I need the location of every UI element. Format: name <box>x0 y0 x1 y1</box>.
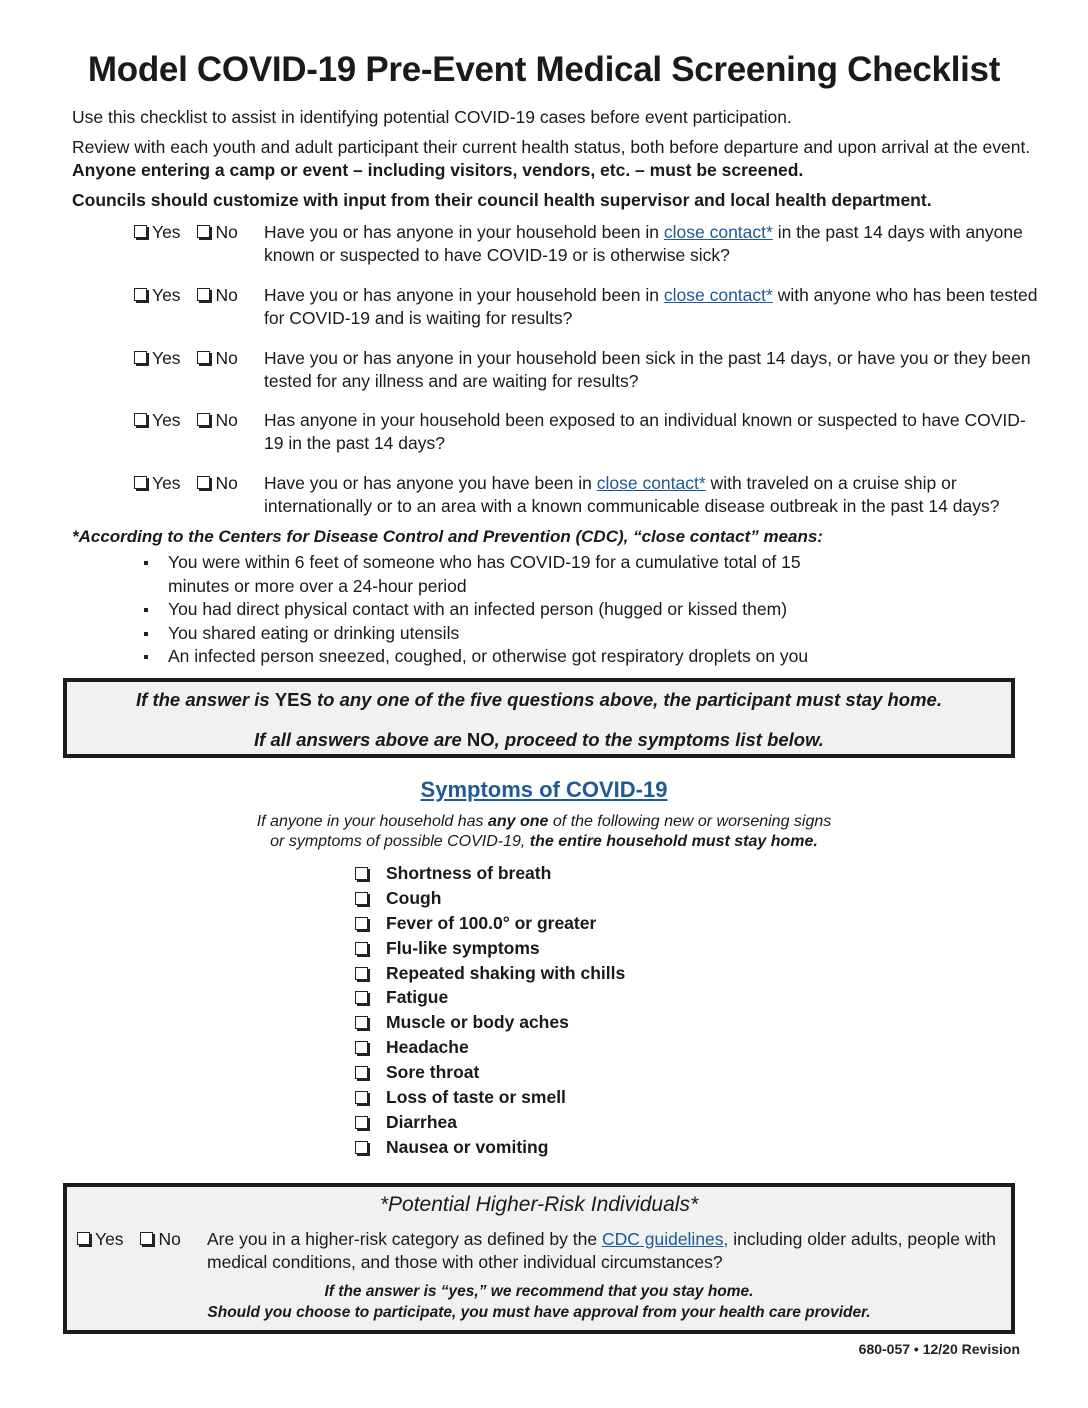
symptom-item[interactable]: Loss of taste or smell <box>355 1085 625 1110</box>
higher-risk-question <box>77 1228 1007 1274</box>
checkbox-icon[interactable] <box>197 413 210 426</box>
cdc-guidelines-link[interactable]: CDC guidelines, <box>601 1229 729 1249</box>
checkbox-icon[interactable] <box>355 1066 368 1079</box>
checkbox-icon[interactable] <box>134 351 147 364</box>
no-checkbox[interactable]: No <box>197 284 237 307</box>
question-text: Have you or has anyone in your household been sick in the past 14 days, or have you or they been tested for any illness and are waiting for results? <box>264 348 1031 391</box>
checkbox-icon[interactable] <box>355 867 368 880</box>
checkbox-icon[interactable] <box>355 1141 368 1154</box>
intro-line-3 <box>72 189 1042 212</box>
symptom-item[interactable]: Fever of 100.0° or greater <box>355 911 625 936</box>
yes-checkbox[interactable]: Yes <box>134 409 181 432</box>
cdc-definition-heading: *According to the Centers for Disease Control and Prevention (CDC), “close contact” means: <box>72 527 823 546</box>
intro-line-1 <box>72 106 1042 129</box>
revision-footer: 680-057 • 12/20 Revision <box>858 1341 1020 1357</box>
no-checkbox[interactable]: No <box>197 221 237 244</box>
checkbox-icon[interactable] <box>140 1232 153 1245</box>
question-1 <box>134 221 1040 267</box>
list-item: You were within 6 feet of someone who has COVID-19 for a cumulative total of 15 minutes or more over a 24-hour period <box>144 551 848 598</box>
checkbox-icon[interactable] <box>355 1016 368 1029</box>
close-contact-link[interactable]: close contact* <box>663 285 773 305</box>
checkbox-icon[interactable] <box>355 942 368 955</box>
symptom-item[interactable]: Diarrhea <box>355 1110 625 1135</box>
symptom-item[interactable]: Cough <box>355 886 625 911</box>
question-text: Have you or has anyone in your household been in close contact* with anyone who has been tested for COVID-19 and is waiting for results? <box>264 285 1038 328</box>
checkbox-icon[interactable] <box>197 225 210 238</box>
checkbox-icon[interactable] <box>197 351 210 364</box>
intro-line-2 <box>72 136 1042 182</box>
question-text: Have you or has anyone you have been in close contact* with traveled on a cruise ship or internationally or to an area with a known communicable disease outbreak in the past 14 days? <box>264 473 1000 516</box>
symptom-item[interactable]: Shortness of breath <box>355 861 625 886</box>
close-contact-definition-list <box>144 551 904 669</box>
question-4 <box>134 409 1040 455</box>
checkbox-icon[interactable] <box>134 225 147 238</box>
checkbox-icon[interactable] <box>355 1091 368 1104</box>
decision-no-text: If all answers above are NO, proceed to the symptoms list below. <box>254 729 824 750</box>
yes-checkbox[interactable]: Yes <box>134 284 181 307</box>
symptoms-instructions: If anyone in your household has any one of the following new or worsening signs or symptoms of possible COVID-19, the entire household must stay home. <box>256 813 832 850</box>
higher-risk-note-1: If the answer is “yes,” we recommend that you stay home. <box>324 1283 754 1300</box>
no-checkbox[interactable]: No <box>197 347 237 370</box>
question-5 <box>134 472 1040 518</box>
symptom-item[interactable]: Flu-like symptoms <box>355 936 625 961</box>
question-text: Are you in a higher-risk category as defined by the CDC guidelines, including older adults, people with medical conditions, and those with other individual circumstances? <box>207 1229 996 1272</box>
symptom-item[interactable]: Muscle or body aches <box>355 1010 625 1035</box>
no-checkbox[interactable]: No <box>197 409 237 432</box>
list-item: You had direct physical contact with an infected person (hugged or kissed them) <box>144 598 904 622</box>
intro-text: Use this checklist to assist in identifying potential COVID-19 cases before event participation. <box>72 107 792 127</box>
yes-checkbox[interactable]: Yes <box>134 472 181 495</box>
yes-checkbox[interactable]: Yes <box>77 1228 124 1251</box>
symptom-item[interactable]: Nausea or vomiting <box>355 1135 625 1160</box>
checkbox-icon[interactable] <box>355 1041 368 1054</box>
checkbox-icon[interactable] <box>134 413 147 426</box>
higher-risk-heading: *Potential Higher-Risk Individuals* <box>379 1193 699 1216</box>
question-text: Has anyone in your household been exposed to an individual known or suspected to have COVID-19 in the past 14 days? <box>264 410 1026 453</box>
symptom-item[interactable]: Repeated shaking with chills <box>355 961 625 986</box>
decision-box <box>63 678 1015 758</box>
checkbox-icon[interactable] <box>355 991 368 1004</box>
question-2 <box>134 284 1040 330</box>
list-item: An infected person sneezed, coughed, or otherwise got respiratory droplets on you <box>144 645 904 669</box>
symptom-item[interactable]: Sore throat <box>355 1060 625 1085</box>
close-contact-link[interactable]: close contact* <box>663 222 773 242</box>
checkbox-icon[interactable] <box>355 892 368 905</box>
intro-review-text: Review with each youth and adult participant their current health status, both before departure and upon arrival at the event. <box>72 137 1031 157</box>
close-contact-link[interactable]: close contact* <box>596 473 706 493</box>
higher-risk-box <box>63 1183 1015 1334</box>
question-3 <box>134 347 1040 393</box>
yes-checkbox[interactable]: Yes <box>134 221 181 244</box>
question-text: Have you or has anyone in your household been in close contact* in the past 14 days with anyone known or suspected to have COVID-19 or is otherwise sick? <box>264 222 1023 265</box>
symptom-item[interactable]: Headache <box>355 1035 625 1060</box>
page-title: Model COVID-19 Pre-Event Medical Screening Checklist <box>87 50 1001 89</box>
checkbox-icon[interactable] <box>197 288 210 301</box>
higher-risk-note-2: Should you choose to participate, you must have approval from your health care provider. <box>207 1304 871 1321</box>
no-checkbox[interactable]: No <box>140 1228 180 1251</box>
symptoms-title: Symptoms of COVID-19 <box>420 777 668 802</box>
yes-checkbox[interactable]: Yes <box>134 347 181 370</box>
list-item: You shared eating or drinking utensils <box>144 622 904 646</box>
checkbox-icon[interactable] <box>197 476 210 489</box>
checkbox-icon[interactable] <box>134 476 147 489</box>
checkbox-icon[interactable] <box>77 1232 90 1245</box>
no-checkbox[interactable]: No <box>197 472 237 495</box>
symptom-item[interactable]: Fatigue <box>355 985 625 1010</box>
checkbox-icon[interactable] <box>355 917 368 930</box>
councils-notice: Councils should customize with input from their council health supervisor and local health department. <box>72 190 932 210</box>
checkbox-icon[interactable] <box>355 1116 368 1129</box>
intro-screened-notice: Anyone entering a camp or event – including visitors, vendors, etc. – must be screened. <box>72 160 804 180</box>
checkbox-icon[interactable] <box>134 288 147 301</box>
checkbox-icon[interactable] <box>355 967 368 980</box>
decision-yes-text: If the answer is YES to any one of the five questions above, the participant must stay home. <box>136 689 942 710</box>
symptoms-checklist <box>355 861 625 1160</box>
